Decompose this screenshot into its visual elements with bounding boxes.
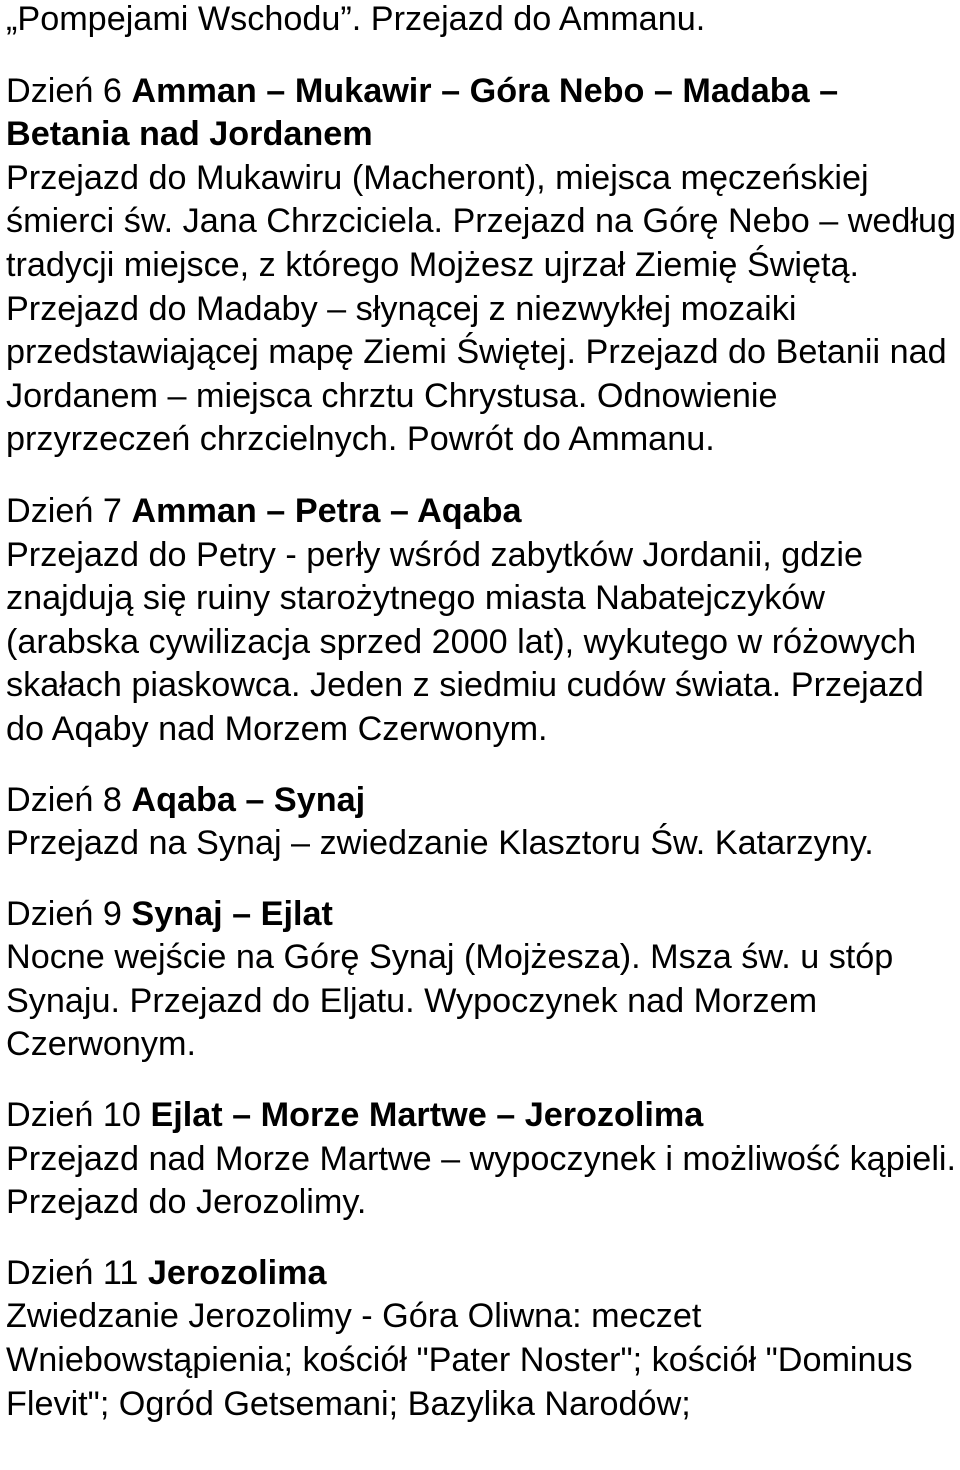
day-8-label: Dzień 8: [6, 780, 122, 819]
spacer: [6, 866, 960, 893]
day-11-section: [6, 1252, 960, 1426]
spacer: [6, 42, 960, 70]
spacer: [6, 462, 960, 490]
day-7-section: [6, 490, 960, 752]
itinerary-document: [6, 0, 960, 1426]
spacer: [6, 752, 960, 779]
day-10-description: Przejazd nad Morze Martwe – wypoczynek i możliwość kąpieli. Przejazd do Jerozolimy.: [6, 1139, 957, 1222]
day-9-route: Synaj – Ejlat: [131, 894, 333, 933]
intro-text: „Pompejami Wschodu”. Przejazd do Ammanu.: [6, 0, 706, 38]
day-8-route: Aqaba – Synaj: [131, 780, 366, 819]
day-11-description: Zwiedzanie Jerozolimy - Góra Oliwna: meczet Wniebowstąpienia; kościół "Pater Noster"; kościół "Dominus Flevit"; Ogród Getsemani; Bazylika Narodów;: [6, 1297, 913, 1423]
day-11-label: Dzień 11: [6, 1253, 139, 1292]
day-8-section: [6, 779, 960, 866]
day-10-route: Ejlat – Morze Martwe – Jerozolima: [150, 1096, 704, 1135]
day-9-heading: [6, 893, 960, 937]
day-10-label: Dzień 10: [6, 1096, 141, 1135]
day-9-section: [6, 893, 960, 1067]
day-11-heading: [6, 1252, 960, 1296]
day-6-route: Amman – Mukawir – Góra Nebo – Madaba – Betania nad Jordanem: [6, 71, 839, 154]
day-8-description: Przejazd na Synaj – zwiedzanie Klasztoru Św. Katarzyny.: [6, 824, 874, 863]
day-9-description: Nocne wejście na Górę Synaj (Mojżesza). Msza św. u stóp Synaju. Przejazd do Eljatu. Wypoczynek nad Morzem Czerwonym.: [6, 938, 894, 1064]
day-9-label: Dzień 9: [6, 894, 122, 933]
spacer: [6, 1067, 960, 1094]
day-6-label: Dzień 6: [6, 71, 122, 110]
day-7-route: Amman – Petra – Aqaba: [131, 491, 522, 530]
day-7-description: Przejazd do Petry - perły wśród zabytków Jordanii, gdzie znajdują się ruiny starożytnego miasta Nabatejczyków (arabska cywilizacja sprzed 2000 lat), wykutego w różowych skałach piaskowca. Jeden z siedmiu cudów świata. Przejazd do Aqaby nad Morzem Czerwonym.: [6, 535, 924, 748]
day-6-section: [6, 70, 960, 462]
intro-paragraph: [6, 0, 960, 42]
day-6-description: Przejazd do Mukawiru (Macheront), miejsca męczeńskiej śmierci św. Jana Chrzciciela. Przejazd na Górę Nebo – według tradycji miejsce, z którego Mojżesz ujrzał Ziemię Świętą. Przejazd do Madaby – słynącej z niezwykłej mozaiki przedstawiającej mapę Ziemi Świętej. Przejazd do Betanii nad Jordanem – miejsca chrztu Chrystusa. Odnowienie przyrzeczeń chrzcielnych. Powrót do Ammanu.: [6, 158, 957, 459]
day-11-route: Jerozolima: [147, 1253, 327, 1292]
day-8-heading: [6, 779, 960, 823]
day-10-section: [6, 1094, 960, 1225]
day-10-heading: [6, 1094, 960, 1138]
day-6-heading: [6, 70, 960, 157]
day-7-label: Dzień 7: [6, 491, 122, 530]
day-7-heading: [6, 490, 960, 534]
spacer: [6, 1225, 960, 1252]
